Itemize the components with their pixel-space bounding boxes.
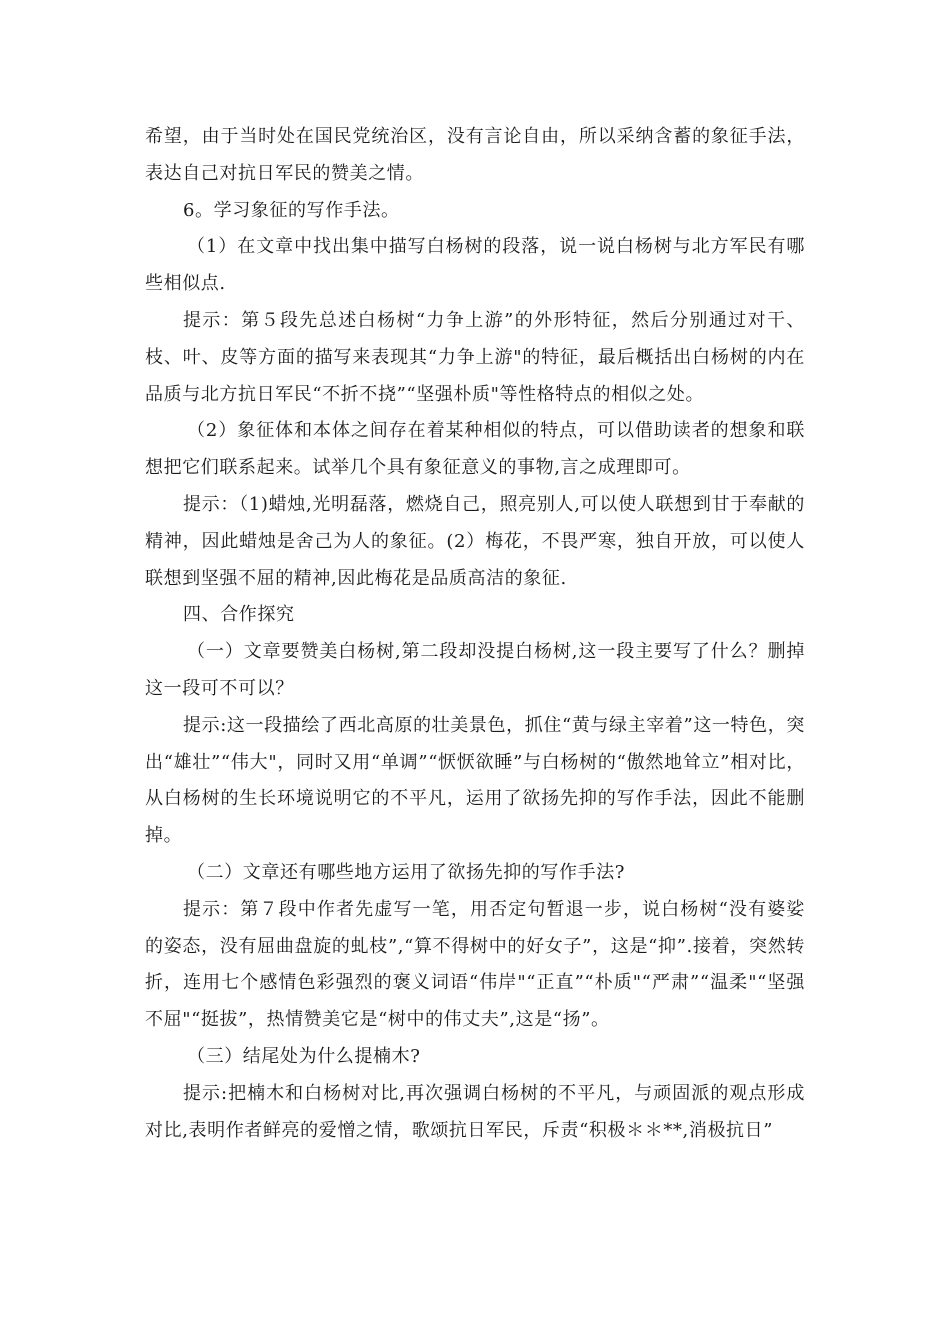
question-three: （三）结尾处为什么提楠木? <box>187 1045 421 1067</box>
hint-two: 提示：第７段中作者先虚写一笔，用否定句暂退一步，说白杨树“没有婆娑的姿态，没有屈曲盘旋的虬枝”,“算不得树中的好女子”，这是“抑”.接着，突然转折，连用七个感情色彩强烈的褒义词语“伟岸"“正直”“朴质"“严肃”“温柔"“坚强不屈"“挺拔”，热情赞美它是“树中的伟丈夫”,这是“扬”。 <box>145 898 805 1031</box>
document-body <box>145 119 805 1149</box>
question-two: （二）文章还有哪些地方运用了欲扬先抑的写作手法? <box>187 861 626 883</box>
section-heading-cooperation: 四、合作探究 <box>183 604 295 626</box>
hint-1: 提示：第５段先总述白杨树“力争上游”的外形特征，然后分别通过对干、枝、叶、皮等方面的描写来表现其“力争上游"的特征，最后概括出白杨树的内在品质与北方抗日军民“不折不挠”“坚强朴质"等性格特点的相似之处。 <box>145 309 805 405</box>
question-2: （2）象征体和本体之间存在着某种相似的特点，可以借助读者的想象和联想把它们联系起来。试举几个具有象征意义的事物,言之成理即可。 <box>145 420 805 479</box>
hint-2: 提示：（1)蜡烛,光明磊落，燃烧自己，照亮别人,可以使人联想到甘于奉献的精神，因此蜡烛是舍己为人的象征。(2）梅花，不畏严寒，独自开放，可以使人联想到坚强不屈的精神,因此梅花是品质高洁的象征. <box>145 493 805 589</box>
paragraph-intro-continuation: 希望，由于当时处在国民党统治区，没有言论自由，所以采纳含蓄的象征手法，表达自己对抗日军民的赞美之情。 <box>145 126 805 184</box>
hint-one: 提示:这一段描绘了西北高原的壮美景色，抓住“黄与绿主宰着”这一特色，突出“雄壮”“伟大"，同时又用“单调”“恹恹欲睡”与白杨树的“傲然地耸立”相对比，从白杨树的生长环境说明它的不平凡，运用了欲扬先抑的写作手法，因此不能删掉。 <box>145 714 805 847</box>
hint-three: 提示:把楠木和白杨树对比,再次强调白杨树的不平凡，与顽固派的观点形成对比,表明作者鲜亮的爱憎之情，歌颂抗日军民，斥责“积极＊＊**,消极抗日” <box>145 1082 805 1141</box>
question-1: （1）在文章中找出集中描写白杨树的段落，说一说白杨树与北方军民有哪些相似点. <box>145 236 805 295</box>
question-one: （一）文章要赞美白杨树,第二段却没提白杨树,这一段主要写了什么？删掉这一段可不可以？ <box>145 641 805 699</box>
section-heading-symbolism: 6。学习象征的写作手法。 <box>183 199 400 221</box>
